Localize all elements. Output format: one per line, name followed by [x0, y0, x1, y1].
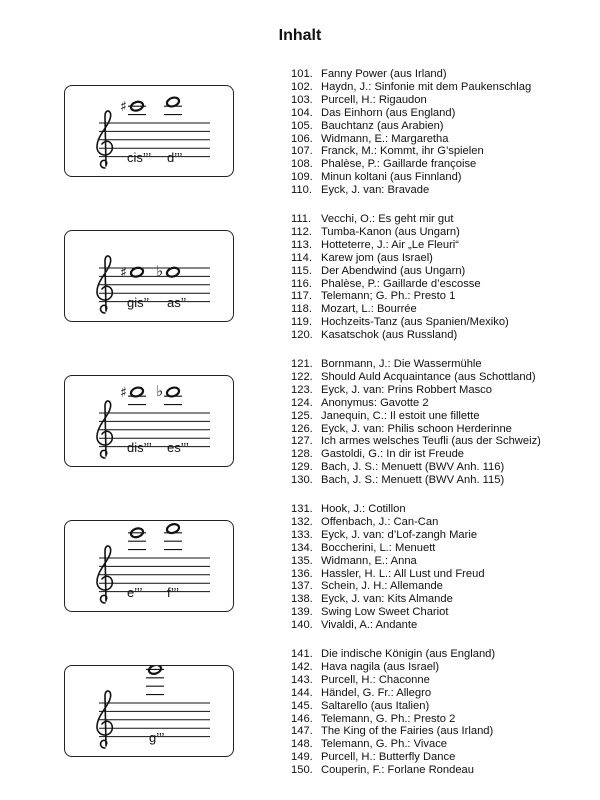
piece-number: 143. — [291, 673, 313, 686]
piece-number: 145. — [291, 699, 313, 712]
piece-title: Die indische Königin (aus England) — [321, 648, 496, 660]
note-name: as’’ — [167, 295, 187, 310]
note-name: cis’’’ — [127, 150, 152, 165]
piece-entry — [291, 738, 495, 751]
piece-title: Hassler, H. L.: All Lust und Freud — [321, 567, 485, 580]
piece-list — [291, 358, 541, 487]
piece-entry — [291, 171, 531, 184]
piece-number: 148. — [291, 738, 313, 751]
piece-number: 147. — [291, 725, 313, 738]
piece-entry — [291, 461, 541, 474]
piece-title: Hook, J.: Cotillon — [321, 503, 406, 515]
piece-title: Kasatschok (aus Russland) — [321, 329, 458, 342]
piece-title: Hochzeits-Tanz (aus Spanien/Mexiko) — [321, 316, 509, 329]
piece-title: Tumba-Kanon (aus Ungarn) — [321, 225, 460, 238]
piece-number: 131. — [291, 503, 313, 515]
whole-note — [148, 666, 162, 675]
piece-number: 119. — [291, 316, 312, 329]
piece-number: 105. — [291, 119, 313, 132]
piece-entry — [291, 107, 531, 120]
piece-number: 146. — [291, 712, 313, 725]
piece-entry — [291, 371, 541, 384]
piece-title: Anonymus: Gavotte 2 — [321, 396, 429, 409]
piece-title: Fanny Power (aus Irland) — [321, 68, 447, 80]
piece-entry — [291, 358, 541, 371]
piece-number: 140. — [291, 619, 313, 632]
piece-number: 120. — [291, 329, 313, 342]
piece-number: 144. — [291, 686, 313, 699]
staff — [65, 666, 233, 756]
piece-entry — [291, 503, 485, 516]
piece-entry — [291, 542, 485, 555]
note-name: gis’’ — [127, 295, 150, 310]
piece-number: 103. — [291, 93, 313, 106]
piece-title: Telemann, G. Ph.: Vivace — [321, 738, 448, 751]
piece-number: 102. — [291, 80, 313, 93]
piece-entry — [291, 725, 495, 738]
piece-entry — [291, 145, 531, 158]
piece-title: Karew jom (aus Israel) — [321, 251, 433, 264]
piece-title: Das Einhorn (aus England) — [321, 106, 456, 119]
piece-entry — [291, 474, 541, 487]
piece-entry — [291, 448, 541, 461]
piece-entry — [291, 384, 541, 397]
piece-title: Should Auld Acquaintance (aus Schottland) — [321, 370, 536, 383]
fingering-box — [64, 665, 234, 757]
piece-list — [291, 503, 485, 632]
piece-number: 104. — [291, 106, 313, 119]
piece-entry — [291, 329, 509, 342]
piece-title: Widmann, E.: Anna — [321, 554, 417, 567]
piece-entry — [291, 648, 495, 661]
piece-title: Boccherini, L.: Menuett — [321, 541, 436, 554]
piece-number: 133. — [291, 528, 313, 541]
piece-number: 113. — [291, 238, 312, 251]
piece-number: 130. — [291, 474, 313, 487]
piece-number: 150. — [291, 764, 313, 777]
piece-number: 112. — [291, 225, 312, 238]
piece-number: 141. — [291, 648, 313, 660]
piece-title: Eyck, J. van: Kits Almande — [321, 593, 453, 606]
fingering-box — [64, 375, 234, 467]
piece-entry — [291, 290, 509, 303]
piece-number: 129. — [291, 461, 313, 474]
piece-number: 122. — [291, 370, 313, 383]
piece-number: 125. — [291, 409, 313, 422]
fingering-box — [64, 230, 234, 322]
piece-title: Eyck, J. van: d’Lof-zangh Marie — [321, 528, 478, 541]
section-3 — [0, 358, 600, 498]
piece-title: Bach, J. S.: Menuett (BWV Anh. 115) — [321, 474, 505, 487]
staff — [65, 376, 233, 466]
piece-title: Hava nagila (aus Israel) — [321, 660, 440, 673]
piece-title: Offenbach, J.: Can-Can — [321, 515, 439, 528]
piece-entry — [291, 606, 485, 619]
piece-entry — [291, 303, 509, 316]
piece-entry — [291, 94, 531, 107]
piece-title: Swing Low Sweet Chariot — [321, 606, 449, 619]
piece-title: Phalèse, P.: Gaillarde françoise — [321, 158, 477, 171]
piece-entry — [291, 619, 485, 632]
piece-number: 134. — [291, 541, 313, 554]
piece-title: Schein, J. H.: Allemande — [321, 580, 443, 593]
piece-title: Eyck, J. van: Bravade — [321, 184, 430, 197]
piece-number: 126. — [291, 422, 313, 435]
piece-entry — [291, 133, 531, 146]
piece-title: Bach, J. S.: Menuett (BWV Anh. 116) — [321, 461, 505, 474]
piece-title: The King of the Fairies (aus Irland) — [321, 725, 494, 738]
page-title: Inhalt — [278, 27, 322, 44]
section-2 — [0, 213, 600, 353]
piece-number: 135. — [291, 554, 313, 567]
note-name: g’’’ — [149, 730, 165, 745]
piece-number: 106. — [291, 132, 313, 145]
piece-title: Telemann; G. Ph.: Presto 1 — [321, 290, 456, 303]
piece-entry — [291, 529, 485, 542]
staff — [65, 521, 233, 611]
piece-title: Minun koltani (aus Finnland) — [321, 171, 462, 184]
piece-title: Franck, M.: Kommt, ihr G’spielen — [321, 145, 484, 158]
fingering-box — [64, 520, 234, 612]
piece-entry — [291, 687, 495, 700]
sharp-icon: ♯ — [120, 265, 127, 282]
piece-title: Vecchi, O.: Es geht mir gut — [321, 213, 454, 225]
piece-entry — [291, 700, 495, 713]
piece-title: Purcell, H.: Rigaudon — [321, 93, 427, 106]
piece-entry — [291, 661, 495, 674]
note-name: f’’’ — [167, 585, 180, 600]
piece-title: Hotteterre, J.: Air „Le Fleuri“ — [321, 238, 460, 251]
piece-number: 111. — [291, 213, 312, 225]
piece-entry — [291, 265, 509, 278]
piece-list — [291, 648, 495, 777]
note-name: es’’’ — [167, 440, 189, 455]
piece-entry — [291, 81, 531, 94]
piece-number: 136. — [291, 567, 313, 580]
piece-number: 123. — [291, 383, 313, 396]
piece-title: Vivaldi, A.: Andante — [321, 619, 418, 632]
piece-title: Phalèse, P.: Gaillarde d’escosse — [321, 277, 481, 290]
piece-number: 142. — [291, 660, 313, 673]
section-4 — [0, 503, 600, 643]
piece-entry — [291, 580, 485, 593]
piece-title: Bauchtanz (aus Arabien) — [321, 119, 444, 132]
sharp-icon: ♯ — [120, 99, 127, 116]
piece-number: 108. — [291, 158, 313, 171]
piece-number: 110. — [291, 184, 312, 197]
staff — [65, 231, 233, 321]
piece-number: 127. — [291, 435, 313, 448]
piece-entry — [291, 593, 485, 606]
piece-number: 149. — [291, 751, 313, 764]
piece-title: Couperin, F.: Forlane Rondeau — [321, 764, 474, 777]
piece-entry — [291, 568, 485, 581]
piece-title: Telemann, G. Ph.: Presto 2 — [321, 712, 456, 725]
section-5 — [0, 648, 600, 788]
sharp-icon: ♯ — [120, 385, 127, 401]
piece-number: 132. — [291, 515, 313, 528]
note-name: d’’’ — [167, 150, 183, 165]
piece-entry — [291, 751, 495, 764]
piece-title: Ich armes welsches Teufli (aus der Schweiz) — [321, 435, 541, 448]
piece-number: 114. — [291, 251, 312, 264]
piece-title: Eyck, J. van: Prins Robbert Masco — [321, 383, 492, 396]
piece-entry — [291, 252, 509, 265]
note-name: dis’’’ — [127, 440, 152, 455]
piece-entry — [291, 397, 541, 410]
piece-number: 118. — [291, 303, 312, 316]
piece-number: 128. — [291, 448, 313, 461]
piece-number: 139. — [291, 606, 313, 619]
piece-number: 121. — [291, 358, 313, 370]
piece-number: 109. — [291, 171, 313, 184]
piece-entry — [291, 239, 509, 252]
flat-icon: ♭ — [156, 262, 164, 281]
piece-number: 124. — [291, 396, 313, 409]
piece-title: Saltarello (aus Italien) — [321, 699, 430, 712]
section-1 — [0, 68, 600, 208]
piece-entry — [291, 226, 509, 239]
piece-title: Purcell, H.: Chaconne — [321, 673, 430, 686]
piece-number: 107. — [291, 145, 313, 158]
piece-title: Der Abendwind (aus Ungarn) — [321, 264, 466, 277]
piece-title: Eyck, J. van: Philis schoon Herderinne — [321, 422, 512, 435]
staff — [65, 86, 233, 176]
piece-entry — [291, 516, 485, 529]
piece-title: Widmann, E.: Margaretha — [321, 132, 449, 145]
piece-entry — [291, 213, 509, 226]
piece-entry — [291, 120, 531, 133]
piece-title: Gastoldi, G.: In dir ist Freude — [321, 448, 465, 461]
piece-number: 117. — [291, 290, 312, 303]
piece-entry — [291, 674, 495, 687]
piece-list — [291, 68, 531, 197]
flat-icon: ♭ — [156, 382, 164, 400]
piece-title: Händel, G. Fr.: Allegro — [321, 686, 432, 699]
piece-title: Janequin, C.: Il estoit une fillette — [321, 409, 480, 422]
piece-number: 116. — [291, 277, 312, 290]
piece-number: 115. — [291, 264, 312, 277]
piece-entry — [291, 555, 485, 568]
piece-entry — [291, 158, 531, 171]
piece-entry — [291, 278, 509, 291]
piece-list — [291, 213, 509, 342]
piece-number: 137. — [291, 580, 313, 593]
fingering-box — [64, 85, 234, 177]
piece-title: Mozart, L.: Bourrée — [321, 303, 417, 316]
piece-entry — [291, 713, 495, 726]
piece-entry — [291, 764, 495, 777]
piece-entry — [291, 410, 541, 423]
piece-title: Purcell, H.: Butterfly Dance — [321, 751, 456, 764]
piece-entry — [291, 435, 541, 448]
piece-entry — [291, 316, 509, 329]
piece-number: 101. — [291, 68, 313, 80]
note-name: e’’’ — [127, 585, 143, 600]
piece-title: Haydn, J.: Sinfonie mit dem Paukenschlag — [321, 80, 532, 93]
piece-entry — [291, 68, 531, 81]
piece-number: 138. — [291, 593, 313, 606]
piece-title: Bornmann, J.: Die Wassermühle — [321, 358, 482, 370]
piece-entry — [291, 423, 541, 436]
piece-entry — [291, 184, 531, 197]
